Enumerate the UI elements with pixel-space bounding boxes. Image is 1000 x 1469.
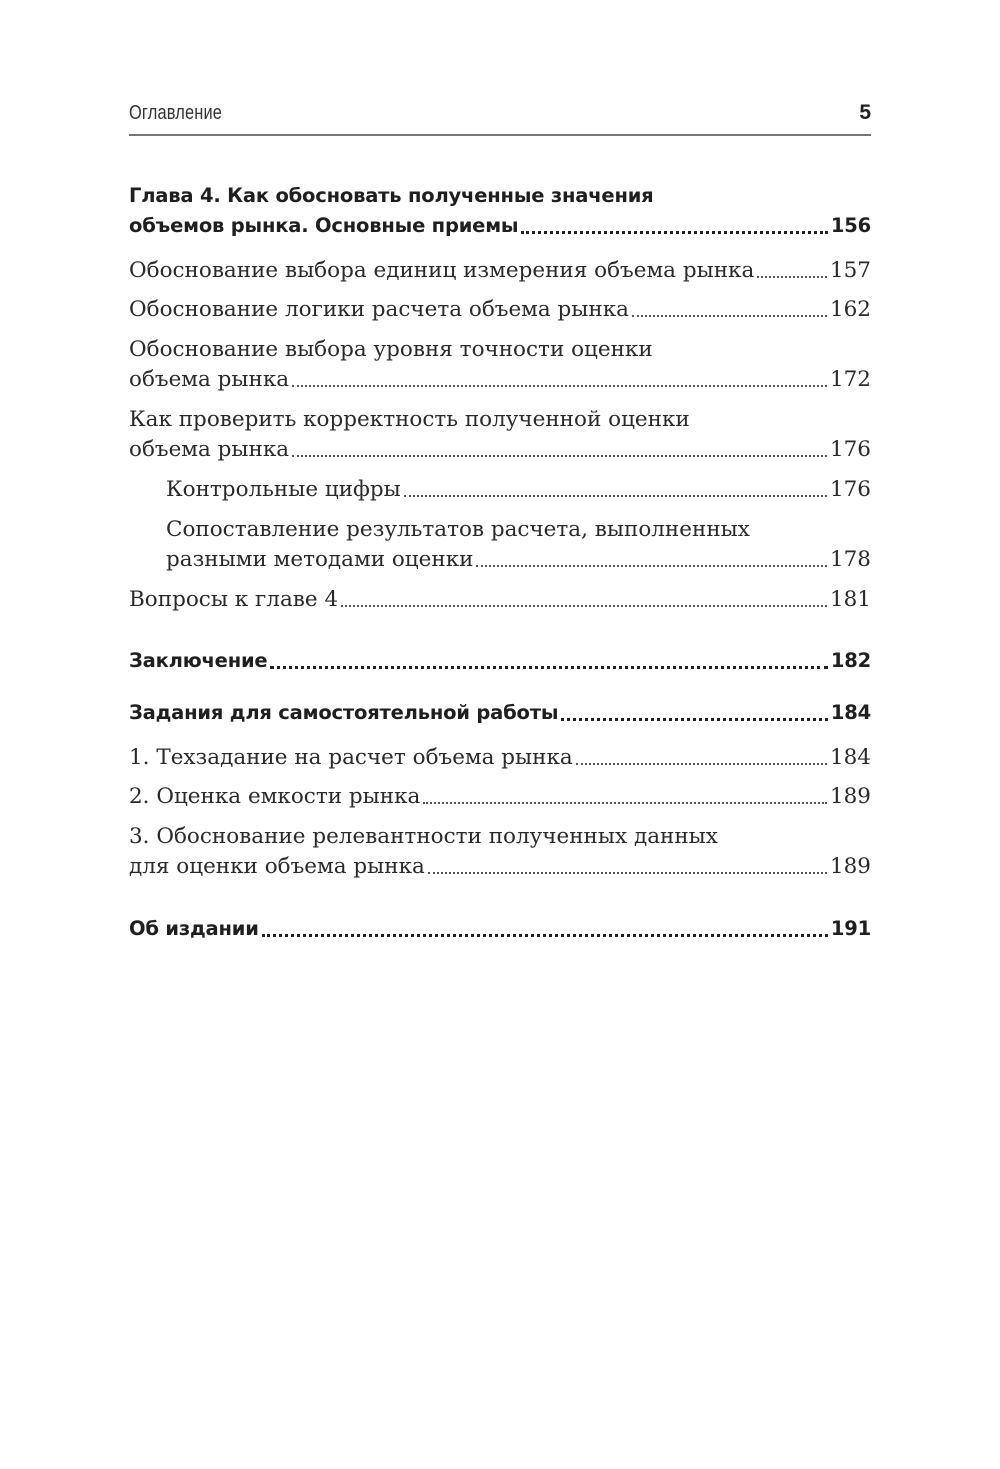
toc-entry-title: 1. Техзадание на расчет объема рынка (129, 745, 573, 770)
toc-page-number: 157 (829, 258, 871, 283)
toc-page-number: 156 (830, 214, 871, 237)
dot-leader (292, 455, 827, 457)
toc-entry-title: Контрольные цифры (166, 477, 401, 502)
toc-subentry[interactable] (166, 475, 871, 505)
toc-page-number: 189 (829, 854, 871, 879)
toc-entry-title: Об издании (129, 917, 259, 940)
toc-page-number: 182 (830, 649, 871, 672)
toc-entry[interactable] (129, 256, 871, 286)
toc-entry-title-line: Глава 4. Как обосновать полученные значения (129, 184, 654, 207)
toc-page-number: 189 (829, 784, 871, 809)
toc-entry-title: Задания для самостоятельной работы (129, 701, 559, 724)
toc-entry-title: 2. Оценка емкости рынка (129, 784, 421, 809)
toc-entry-title: разными методами оценки (166, 547, 474, 572)
toc-entry-title: объема рынка (129, 367, 290, 392)
toc-page-number: 191 (830, 917, 871, 940)
running-header (129, 100, 871, 136)
toc-subentry[interactable] (166, 515, 871, 575)
toc-entry-title: Обоснование выбора единиц измерения объема рынка (129, 258, 755, 283)
toc-entry-about-edition[interactable] (129, 914, 871, 944)
dot-leader (632, 315, 827, 317)
dot-leader (757, 276, 827, 278)
toc-entry[interactable] (129, 743, 871, 773)
toc-entry-assignments[interactable] (129, 698, 871, 728)
toc-entry[interactable] (129, 585, 871, 615)
dot-leader (428, 872, 827, 874)
toc-page-number: 181 (829, 587, 871, 612)
toc-entry-title-line: Обоснование выбора уровня точности оценки (129, 337, 653, 362)
toc-entry[interactable] (129, 335, 871, 395)
dot-leader (270, 666, 827, 669)
toc-page-number: 176 (829, 477, 871, 502)
dot-leader (262, 934, 828, 937)
toc-entry-title: Обоснование логики расчета объема рынка (129, 297, 630, 322)
dot-leader (404, 495, 827, 497)
toc-entry[interactable] (129, 405, 871, 465)
toc-entry[interactable] (129, 822, 871, 882)
toc-entry-chapter-4[interactable] (129, 181, 871, 241)
page-number: 5 (859, 101, 871, 124)
toc-page-number: 176 (829, 437, 871, 462)
toc-entry-title: Заключение (129, 649, 268, 672)
toc-entry[interactable] (129, 782, 871, 812)
toc-entry-conclusion[interactable] (129, 646, 871, 676)
toc-entry-title-line: Сопоставление результатов расчета, выполненных (166, 517, 750, 542)
dot-leader (521, 231, 828, 234)
toc-page-number: 184 (829, 745, 871, 770)
dot-leader (561, 718, 828, 721)
toc-page-number: 162 (829, 297, 871, 322)
toc-entry-title: для оценки объема рынка (129, 854, 425, 879)
dot-leader (292, 385, 827, 387)
toc-entry-title: объемов рынка. Основные приемы (129, 214, 519, 237)
running-header-title: Оглавление (129, 102, 223, 124)
toc-page-number: 172 (829, 367, 871, 392)
toc-entry-title: объема рынка (129, 437, 290, 462)
dot-leader (476, 565, 826, 567)
toc-entry-title: Вопросы к главе 4 (129, 587, 339, 612)
toc-page-number: 178 (829, 547, 871, 572)
toc-entry-title-line: Как проверить корректность полученной оценки (129, 407, 690, 432)
dot-leader (576, 763, 827, 765)
toc-page-number: 184 (830, 701, 871, 724)
dot-leader (341, 605, 827, 607)
dot-leader (423, 802, 827, 804)
toc-entry-title-line: 3. Обоснование релевантности полученных данных (129, 824, 718, 849)
toc-entry[interactable] (129, 295, 871, 325)
